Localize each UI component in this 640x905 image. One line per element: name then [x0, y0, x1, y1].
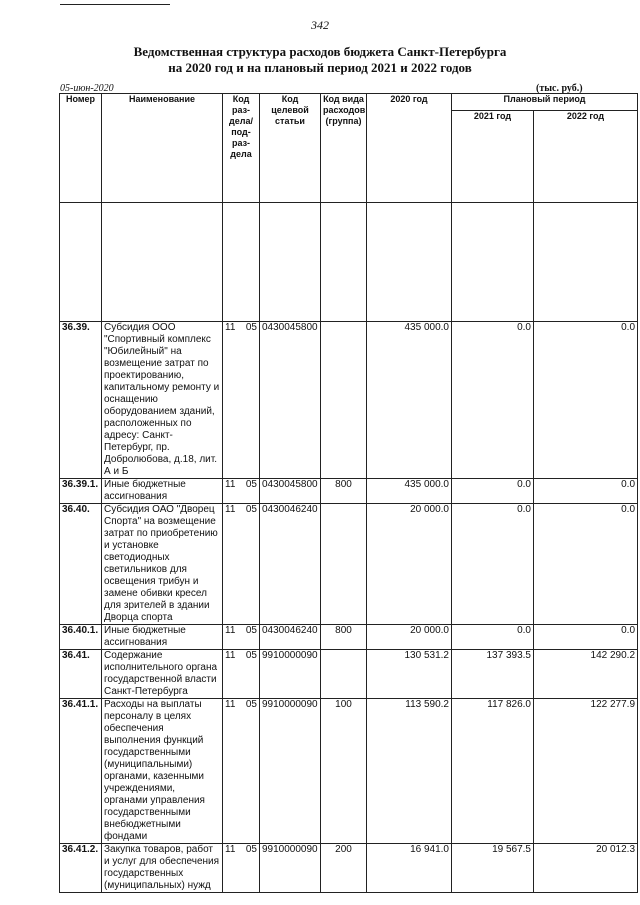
row-number: 36.41.: [60, 650, 102, 699]
header-year-2022: 2022 год: [534, 111, 638, 203]
title-line-1: Ведомственная структура расходов бюджета Санкт-Петербурга: [133, 44, 507, 59]
row-name: Субсидия ООО "Спортивный комплекс "Юбилейный" на возмещение затрат по проектированию, капитальному ремонту и оснащению оборудованием зданий, расположенных по адресу: Санкт-Петербург, пр. Добролюбова, д.18, лит. А и Б: [102, 322, 223, 479]
top-rule: [60, 4, 170, 5]
row-number: 36.41.2.: [60, 844, 102, 893]
subsection-code: 05: [245, 479, 257, 490]
row-section-code: [223, 844, 260, 893]
subsection-code: 05: [245, 625, 257, 636]
row-target-code: 0430045800: [260, 479, 321, 504]
row-target-code: 9910000090: [260, 844, 321, 893]
row-section-code: [223, 504, 260, 625]
subsection-code: 05: [245, 322, 257, 333]
row-amount-2020: 435 000.0: [367, 479, 452, 504]
row-amount-2022: 0.0: [534, 504, 638, 625]
table-row: [60, 322, 638, 479]
row-target-code: 0430045800: [260, 322, 321, 479]
table-row: [60, 625, 638, 650]
section-code: 11: [225, 699, 236, 710]
table-body: [60, 203, 638, 893]
row-expense-type: 800: [321, 625, 367, 650]
row-expense-type: [321, 504, 367, 625]
row-expense-type: 800: [321, 479, 367, 504]
header-planned-period: Плановый период: [452, 94, 638, 111]
subsection-code: 05: [245, 844, 257, 855]
row-section-code: [223, 699, 260, 844]
row-target-code: 0430046240: [260, 625, 321, 650]
table-row: [60, 504, 638, 625]
row-name: Субсидия ОАО "Дворец Спорта" на возмещение затрат по приобретению и установке светодиодных светильников для освещения трибун и замене обивки кресел для зрителей в здании Дворца спорта: [102, 504, 223, 625]
row-amount-2022: 142 290.2: [534, 650, 638, 699]
header-year-2020: 2020 год: [367, 94, 452, 203]
row-expense-type: [321, 322, 367, 479]
header-row-1: [60, 94, 638, 111]
document-date: 05-июн-2020: [60, 83, 114, 94]
row-name: Иные бюджетные ассигнования: [102, 479, 223, 504]
section-code: 11: [225, 479, 236, 490]
table-row: [60, 650, 638, 699]
subsection-code: 05: [245, 504, 257, 515]
row-name: Иные бюджетные ассигнования: [102, 625, 223, 650]
row-section-code: [223, 322, 260, 479]
row-section-code: [223, 479, 260, 504]
row-name: Расходы на выплаты персоналу в целях обеспечения выполнения функций государственными (муниципальными) органами, казенными учреждениями, органами управления государственными внебюджетными фондами: [102, 699, 223, 844]
header-expense-type-code: Код вида расходов (группа): [321, 94, 367, 203]
row-amount-2021: 0.0: [452, 625, 534, 650]
row-name: Закупка товаров, работ и услуг для обеспечения государственных (муниципальных) нужд: [102, 844, 223, 893]
row-expense-type: 100: [321, 699, 367, 844]
title-line-2: на 2020 год и на плановый период 2021 и 2022 годов: [168, 60, 472, 75]
row-amount-2021: 0.0: [452, 504, 534, 625]
page-number: 342: [311, 18, 329, 32]
row-amount-2020: 16 941.0: [367, 844, 452, 893]
row-target-code: 9910000090: [260, 650, 321, 699]
section-code: 11: [225, 322, 236, 333]
row-amount-2022: 0.0: [534, 625, 638, 650]
row-amount-2022: 0.0: [534, 479, 638, 504]
row-target-code: 9910000090: [260, 699, 321, 844]
row-amount-2021: 19 567.5: [452, 844, 534, 893]
header-number: Номер: [60, 94, 102, 203]
row-amount-2022: 122 277.9: [534, 699, 638, 844]
row-amount-2021: 137 393.5: [452, 650, 534, 699]
row-target-code: 0430046240: [260, 504, 321, 625]
section-code: 11: [225, 650, 236, 661]
row-number: 36.41.1.: [60, 699, 102, 844]
table-row: [60, 479, 638, 504]
document-title: [0, 44, 640, 76]
row-section-code: [223, 650, 260, 699]
section-code: 11: [225, 844, 236, 855]
subsection-code: 05: [245, 650, 257, 661]
row-amount-2021: 0.0: [452, 322, 534, 479]
blank-spacer-row: [60, 203, 638, 322]
section-code: 11: [225, 504, 236, 515]
row-amount-2020: 130 531.2: [367, 650, 452, 699]
row-number: 36.39.: [60, 322, 102, 479]
row-amount-2021: 0.0: [452, 479, 534, 504]
header-section-code: Код раз-дела/ под-раз-дела: [223, 94, 260, 203]
table-row: [60, 699, 638, 844]
section-code: 11: [225, 625, 236, 636]
row-amount-2020: 113 590.2: [367, 699, 452, 844]
row-number: 36.40.: [60, 504, 102, 625]
row-expense-type: [321, 650, 367, 699]
row-amount-2021: 117 826.0: [452, 699, 534, 844]
subsection-code: 05: [245, 699, 257, 710]
row-amount-2020: 20 000.0: [367, 504, 452, 625]
row-expense-type: 200: [321, 844, 367, 893]
header-name: Наименование: [102, 94, 223, 203]
row-number: 36.40.1.: [60, 625, 102, 650]
row-amount-2022: 0.0: [534, 322, 638, 479]
table-row: [60, 844, 638, 893]
header-target-code: Код целевой статьи: [260, 94, 321, 203]
row-amount-2020: 435 000.0: [367, 322, 452, 479]
row-section-code: [223, 625, 260, 650]
row-amount-2022: 20 012.3: [534, 844, 638, 893]
budget-table: [59, 93, 638, 893]
row-amount-2020: 20 000.0: [367, 625, 452, 650]
row-number: 36.39.1.: [60, 479, 102, 504]
row-name: Содержание исполнительного органа государственной власти Санкт-Петербурга: [102, 650, 223, 699]
units-label: (тыс. руб.): [536, 83, 583, 94]
header-year-2021: 2021 год: [452, 111, 534, 203]
